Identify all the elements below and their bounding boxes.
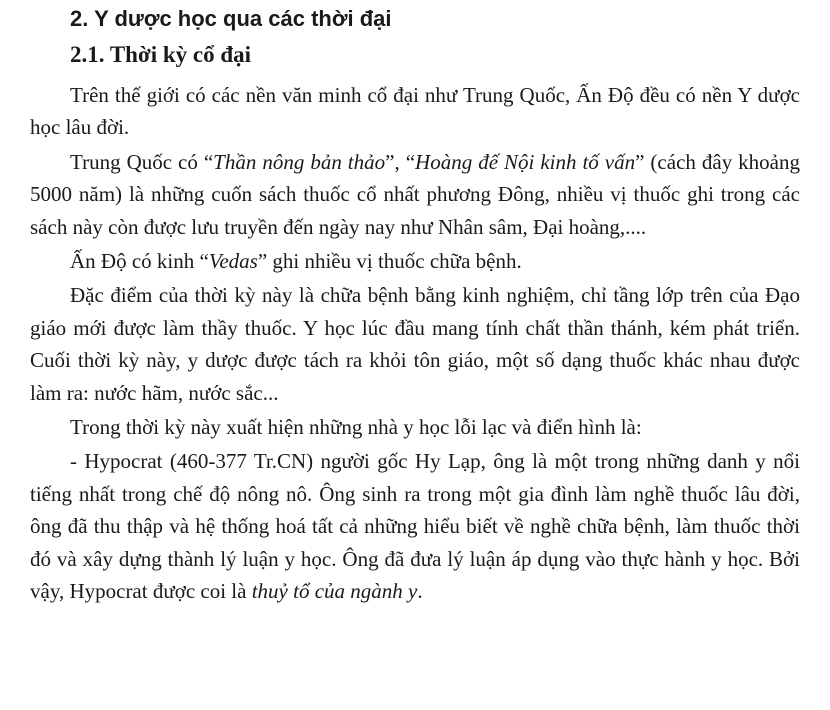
paragraph-ancient-civilizations xyxy=(30,79,800,144)
paragraph-chinese-books xyxy=(30,146,800,243)
paragraph-text-part: Ấn Độ có kinh “ xyxy=(70,249,209,274)
paragraph-notable-physicians xyxy=(30,411,800,443)
document-body xyxy=(30,79,800,608)
book-title-than-nong: Thần nông bản thảo xyxy=(213,149,386,174)
paragraph-text: Đặc điểm của thời kỳ này là chữa bệnh bằng kinh nghiệm, chỉ tầng lớp trên của Đạo giáo mới được làm thầy thuốc. Y học lúc đầu mang tính chất thần thánh, kém phát triển. Cuối thời kỳ này, y dược được tách ra khỏi tôn giáo, một số dạng thuốc khác nhau được làm ra: nước hãm, nước sắc... xyxy=(30,283,800,405)
paragraph-text-part: ” (cách đây khoảng 5000 năm) là những cuốn sách thuốc cổ nhất phương Đông, nhiều vị thuốc ghi trong các sách này còn được lưu truyền đến ngày nay như Nhân sâm, Đại hoàng,.... xyxy=(30,149,801,239)
paragraph-characteristics xyxy=(30,279,800,409)
emphasis-thuy-to: thuỷ tổ của ngành y xyxy=(251,579,418,604)
paragraph-text-part: - Hypocrat (460-377 Tr.CN) người gốc Hy Lạp, ông là một trong những danh y nổi tiếng nhất trong chế độ nông nô. Ông sinh ra trong một gia đình làm nghề thuốc lâu đời, ông đã thu thập và hệ thống hoá tất cả những hiểu biết về nghề chữa bệnh, làm thuốc thời đó và xây dựng thành lý luận y học. Ông đã đưa lý luận áp dụng vào thực hành y học. Bởi vậy, Hypocrat được coi là xyxy=(30,449,800,604)
paragraph-india-vedas xyxy=(30,245,800,277)
paragraph-text-part: . xyxy=(417,579,423,604)
subsection-heading: 2.1. Thời kỳ cổ đại xyxy=(70,42,252,67)
paragraph-text: Trên thế giới có các nền văn minh cổ đại như Trung Quốc, Ấn Độ đều có nền Y dược học lâu đời. xyxy=(30,83,800,140)
section-heading: 2. Y dược học qua các thời đại xyxy=(70,6,392,31)
paragraph-text-part: ” ghi nhiều vị thuốc chữa bệnh. xyxy=(257,249,522,274)
paragraph-text: Trong thời kỳ này xuất hiện những nhà y học lỗi lạc và điển hình là: xyxy=(70,415,642,440)
book-title-hoang-de: Hoàng đế Nội kinh tố vấn xyxy=(415,149,636,174)
book-title-vedas: Vedas xyxy=(208,249,258,274)
paragraph-hypocrat xyxy=(30,445,800,607)
paragraph-text-part: ”, “ xyxy=(385,149,416,174)
paragraph-text-part: Trung Quốc có “ xyxy=(70,149,214,174)
